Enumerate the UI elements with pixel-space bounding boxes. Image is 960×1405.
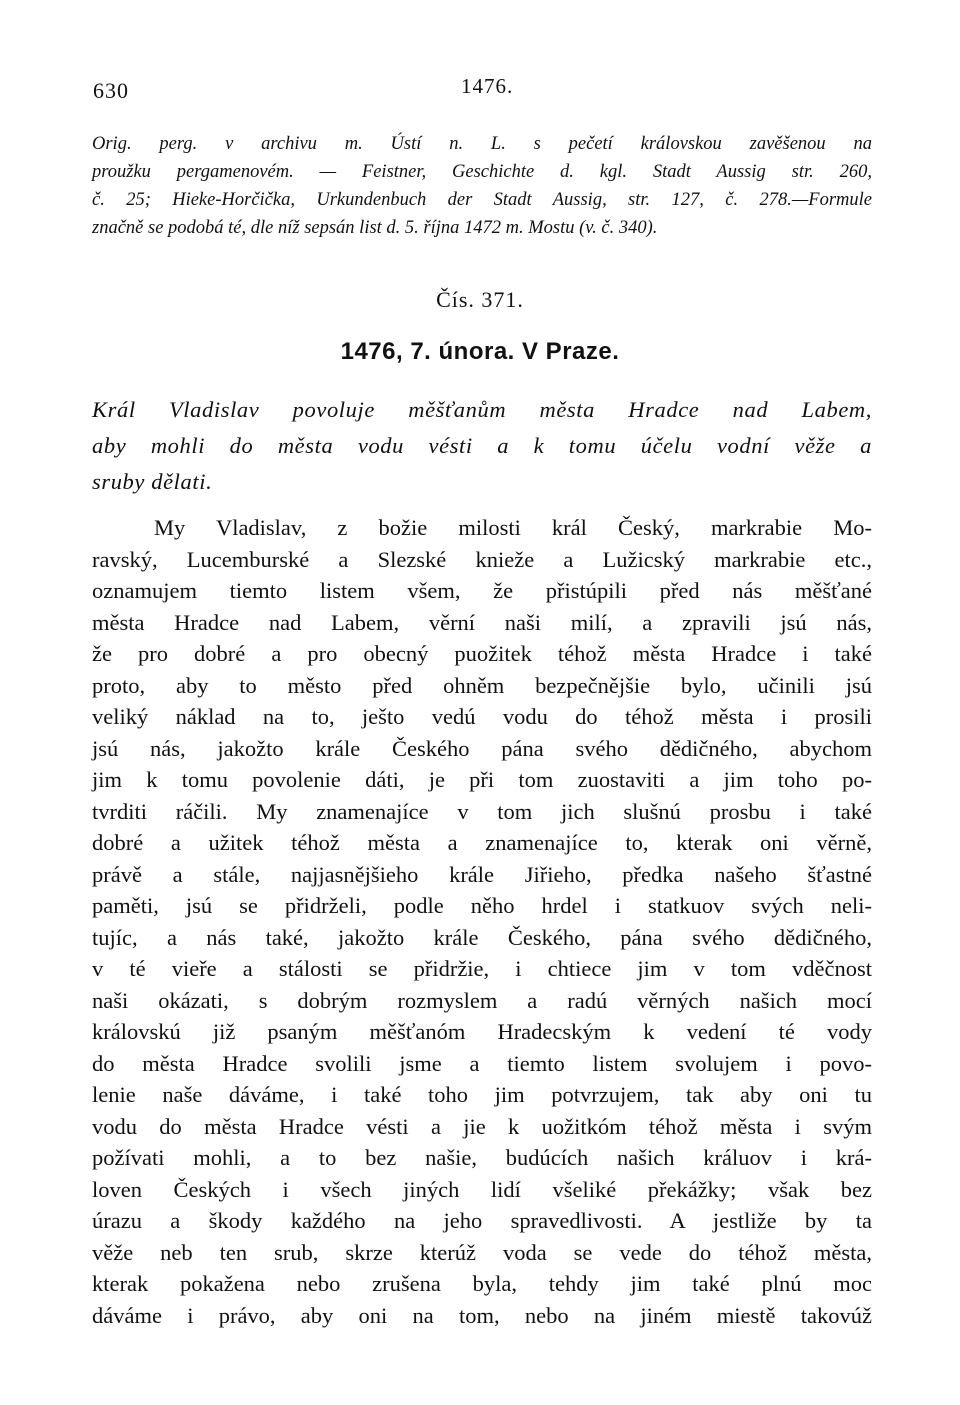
body-line: oznamujem tiemto listem všem, že přistúpili před nás měšťané (92, 578, 872, 603)
body-line: naši okázati, s dobrým rozmyslem a radú věrných našich mocí (92, 987, 872, 1013)
body-line: ravský, Lucemburské a Slezské knieže a Lužicský markrabie etc., (92, 546, 872, 572)
document-date-place: 1476, 7. února. V Praze. (340, 338, 620, 365)
body-line: královskú již psaným měšťanóm Hradecským k vedení té vody (92, 1019, 872, 1044)
document-body (92, 512, 872, 1331)
body-line: dobré a užitek téhož města a znamenajíce to, kterak oni věrně, (92, 830, 872, 855)
body-line: jim k tomu povolenie dáti, je při tom zuostaviti a jim toho po- (92, 767, 872, 792)
body-line: úrazu a škody každého na jeho spravedlivosti. A jestliže by ta (92, 1208, 872, 1233)
body-line: města Hradce nad Labem, věrní naši milí, a zpravili jsú nás, (92, 609, 872, 635)
body-line: do města Hradce svolili jsme a tiemto listem svolujem i povo- (92, 1050, 872, 1076)
body-line: tvrditi ráčili. My znamenajíce v tom jich slušnú prosbu i také (92, 798, 872, 824)
regest-line: sruby dělati. (92, 469, 213, 494)
body-line: vodu do města Hradce vésti a jie k uožitkóm téhož města i svým (92, 1113, 872, 1139)
body-line: dáváme i právo, aby oni na tom, nebo na jiném miestě takovúž (92, 1302, 872, 1328)
body-line: jsú nás, jakožto krále Českého pána svého dědičného, abychom (92, 735, 872, 761)
page-number: 630 (93, 78, 129, 103)
regest (92, 392, 872, 500)
body-line: loven Českých i všech jiných lidí všeliké překážky; však bez (92, 1176, 872, 1202)
body-line: tujíc, a nás také, jakožto krále Českého, pána svého dědičného, (92, 924, 872, 950)
body-line: lenie naše dáváme, i také toho jim potvrzujem, tak aby oni tu (92, 1082, 872, 1107)
page-header (0, 74, 960, 108)
body-line: kterak pokažena nebo zrušena byla, tehdy jim také plnú moc (92, 1271, 872, 1296)
body-line: veliký náklad na to, ješto vedú vodu do téhož města i prosili (92, 704, 872, 729)
body-line: v té vieře a stálosti se přidržie, i chtiece jim v tom vděčnost (92, 956, 872, 981)
body-line: My Vladislav, z božie milosti král Český, markrabie Mo- (154, 515, 872, 540)
source-note-line: Orig. perg. v archivu m. Ústí n. L. s pečetí královskou zavěšenou na (92, 134, 872, 154)
regest-line: Král Vladislav povoluje měšťanům města Hradce nad Labem, (92, 397, 872, 422)
source-note-line: proužku pergamenovém. — Feistner, Geschichte d. kgl. Stadt Aussig str. 260, (92, 162, 872, 182)
running-head-year: 1476. (461, 74, 514, 98)
source-note (92, 130, 872, 242)
source-note-line: značně se podobá té, dle níž sepsán list d. 5. října 1472 m. Mostu (v. č. 340). (92, 218, 658, 238)
body-line: paměti, jsú se přidrželi, podle něho hrdel i statkuov svých neli- (92, 893, 872, 918)
document-number: Čís. 371. (436, 287, 524, 312)
body-line: právě a stále, najjasnějšieho krále Jiřieho, předka našeho šťastné (92, 861, 872, 887)
body-line: že pro dobré a pro obecný puožitek téhož města Hradce i také (92, 641, 872, 666)
body-line: věže neb ten srub, skrze kterúž voda se vede do téhož města, (92, 1239, 872, 1265)
source-note-line: č. 25; Hieke-Horčička, Urkundenbuch der Stadt Aussig, str. 127, č. 278.—Formule (92, 190, 872, 210)
regest-line: aby mohli do města vodu vésti a k tomu účelu vodní věže a (92, 433, 872, 458)
body-line: proto, aby to město před ohněm bezpečnějšie bylo, učinili jsú (92, 672, 872, 698)
body-line: požívati mohli, a to bez našie, budúcích našich králuov i krá- (92, 1145, 872, 1170)
